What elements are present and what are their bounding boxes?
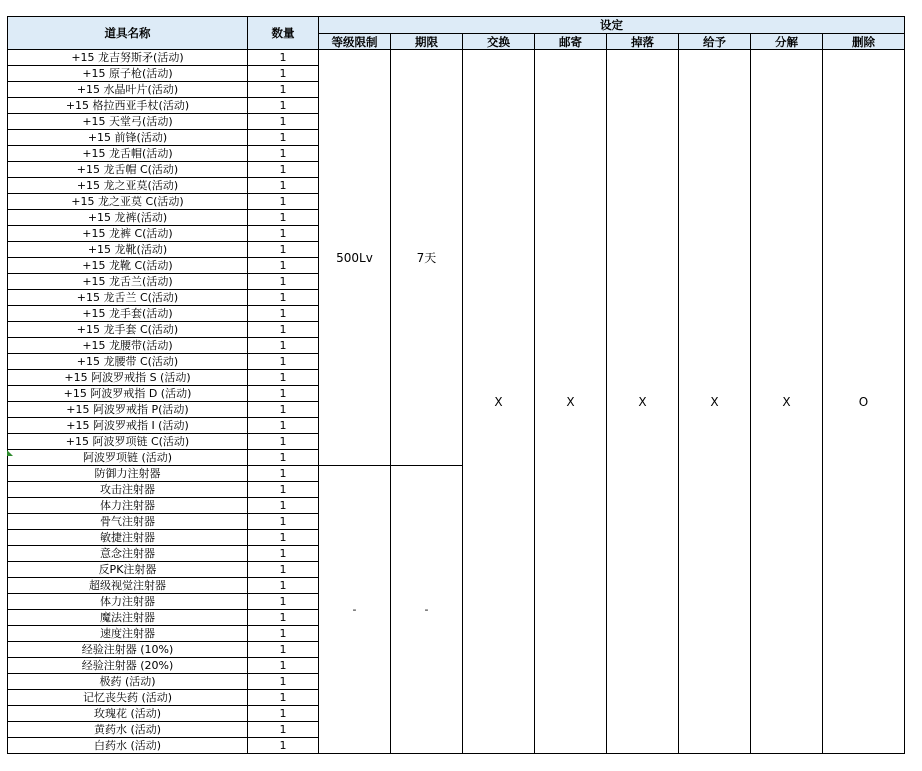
quantity-cell: 1 <box>248 722 319 738</box>
item-name-cell: 意念注射器 <box>8 546 248 562</box>
exchange-flag-cell: X <box>463 50 535 754</box>
header-mail: 邮寄 <box>535 34 607 50</box>
item-name-cell: 敏捷注射器 <box>8 530 248 546</box>
item-name-cell: 超级视觉注射器 <box>8 578 248 594</box>
quantity-cell: 1 <box>248 66 319 82</box>
item-name-cell: +15 龙腰带 C(活动) <box>8 354 248 370</box>
quantity-cell: 1 <box>248 274 319 290</box>
quantity-cell: 1 <box>248 130 319 146</box>
item-name-cell: 防御力注射器 <box>8 466 248 482</box>
quantity-cell: 1 <box>248 322 319 338</box>
quantity-cell: 1 <box>248 162 319 178</box>
quantity-cell: 1 <box>248 178 319 194</box>
header-quantity: 数量 <box>248 17 319 50</box>
item-name-cell: +15 龙靴 C(活动) <box>8 258 248 274</box>
quantity-cell: 1 <box>248 338 319 354</box>
table-row <box>8 50 905 66</box>
quantity-cell: 1 <box>248 690 319 706</box>
header-item-name: 道具名称 <box>8 17 248 50</box>
header-period: 期限 <box>391 34 463 50</box>
quantity-cell: 1 <box>248 402 319 418</box>
item-name-cell: 魔法注射器 <box>8 610 248 626</box>
quantity-cell: 1 <box>248 674 319 690</box>
quantity-cell: 1 <box>248 562 319 578</box>
quantity-cell: 1 <box>248 98 319 114</box>
item-name-cell: 经验注射器 (10%) <box>8 642 248 658</box>
item-name-cell: 黄药水 (活动) <box>8 722 248 738</box>
quantity-cell: 1 <box>248 210 319 226</box>
decompose-flag-cell: X <box>751 50 823 754</box>
item-name-cell: +15 龙舌兰(活动) <box>8 274 248 290</box>
item-name-cell: +15 龙舌帽(活动) <box>8 146 248 162</box>
quantity-cell: 1 <box>248 482 319 498</box>
item-name-cell: +15 龙裤(活动) <box>8 210 248 226</box>
header-decompose: 分解 <box>751 34 823 50</box>
header-drop: 掉落 <box>607 34 679 50</box>
item-name-cell: 骨气注射器 <box>8 514 248 530</box>
item-name-cell: 玫瑰花 (活动) <box>8 706 248 722</box>
header-give: 给予 <box>679 34 751 50</box>
quantity-cell: 1 <box>248 306 319 322</box>
quantity-cell: 1 <box>248 642 319 658</box>
item-name-cell: +15 原子枪(活动) <box>8 66 248 82</box>
item-name-cell: +15 龙舌兰 C(活动) <box>8 290 248 306</box>
item-name-cell: +15 龙舌帽 C(活动) <box>8 162 248 178</box>
drop-flag-cell: X <box>607 50 679 754</box>
item-name-cell: +15 阿波罗戒指 D (活动) <box>8 386 248 402</box>
quantity-cell: 1 <box>248 418 319 434</box>
item-name-cell: +15 天堂弓(活动) <box>8 114 248 130</box>
quantity-cell: 1 <box>248 114 319 130</box>
item-name-cell: 阿波罗项链 (活动) <box>8 450 248 466</box>
cell-comment-marker <box>7 450 13 456</box>
quantity-cell: 1 <box>248 546 319 562</box>
item-name-cell: 记忆丧失药 (活动) <box>8 690 248 706</box>
quantity-cell: 1 <box>248 610 319 626</box>
item-name-cell: +15 阿波罗项链 C(活动) <box>8 434 248 450</box>
level-limit-cell: - <box>319 466 391 754</box>
item-name-cell: +15 龙手套(活动) <box>8 306 248 322</box>
quantity-cell: 1 <box>248 242 319 258</box>
level-limit-cell: 500Lv <box>319 50 391 466</box>
give-flag-cell: X <box>679 50 751 754</box>
quantity-cell: 1 <box>248 658 319 674</box>
quantity-cell: 1 <box>248 146 319 162</box>
quantity-cell: 1 <box>248 194 319 210</box>
item-name-cell: +15 前锋(活动) <box>8 130 248 146</box>
item-name-cell: 经验注射器 (20%) <box>8 658 248 674</box>
quantity-cell: 1 <box>248 738 319 754</box>
item-name-cell: 攻击注射器 <box>8 482 248 498</box>
period-cell: - <box>391 466 463 754</box>
header-level-limit: 等级限制 <box>319 34 391 50</box>
item-name-cell: +15 水晶叶片(活动) <box>8 82 248 98</box>
quantity-cell: 1 <box>248 290 319 306</box>
quantity-cell: 1 <box>248 594 319 610</box>
quantity-cell: 1 <box>248 498 319 514</box>
item-name-cell: 体力注射器 <box>8 498 248 514</box>
period-cell: 7天 <box>391 50 463 466</box>
item-settings-table <box>7 16 905 754</box>
table-body <box>8 50 905 754</box>
item-name-cell: +15 龙之亚莫(活动) <box>8 178 248 194</box>
mail-flag-cell: X <box>535 50 607 754</box>
quantity-cell: 1 <box>248 514 319 530</box>
delete-flag-cell: O <box>823 50 905 754</box>
item-name-cell: 速度注射器 <box>8 626 248 642</box>
quantity-cell: 1 <box>248 466 319 482</box>
header-delete: 删除 <box>823 34 905 50</box>
item-name-cell: +15 龙吉努斯矛(活动) <box>8 50 248 66</box>
header-exchange: 交换 <box>463 34 535 50</box>
quantity-cell: 1 <box>248 626 319 642</box>
quantity-cell: 1 <box>248 354 319 370</box>
item-name-cell: +15 龙裤 C(活动) <box>8 226 248 242</box>
quantity-cell: 1 <box>248 50 319 66</box>
item-name-cell: +15 阿波罗戒指 P(活动) <box>8 402 248 418</box>
item-name-cell: +15 格拉西亚手杖(活动) <box>8 98 248 114</box>
quantity-cell: 1 <box>248 226 319 242</box>
item-name-cell: +15 龙手套 C(活动) <box>8 322 248 338</box>
item-name-cell: 白药水 (活动) <box>8 738 248 754</box>
quantity-cell: 1 <box>248 530 319 546</box>
item-name-cell: +15 龙靴(活动) <box>8 242 248 258</box>
quantity-cell: 1 <box>248 434 319 450</box>
item-name-cell: 体力注射器 <box>8 594 248 610</box>
item-name-cell: +15 阿波罗戒指 S (活动) <box>8 370 248 386</box>
quantity-cell: 1 <box>248 258 319 274</box>
quantity-cell: 1 <box>248 578 319 594</box>
item-name-cell: +15 龙腰带(活动) <box>8 338 248 354</box>
quantity-cell: 1 <box>248 706 319 722</box>
header-settings: 设定 <box>319 17 905 34</box>
item-name-cell: +15 龙之亚莫 C(活动) <box>8 194 248 210</box>
item-name-cell: +15 阿波罗戒指 I (活动) <box>8 418 248 434</box>
quantity-cell: 1 <box>248 82 319 98</box>
item-name-cell: 反PK注射器 <box>8 562 248 578</box>
quantity-cell: 1 <box>248 386 319 402</box>
quantity-cell: 1 <box>248 370 319 386</box>
item-name-cell: 极药 (活动) <box>8 674 248 690</box>
quantity-cell: 1 <box>248 450 319 466</box>
